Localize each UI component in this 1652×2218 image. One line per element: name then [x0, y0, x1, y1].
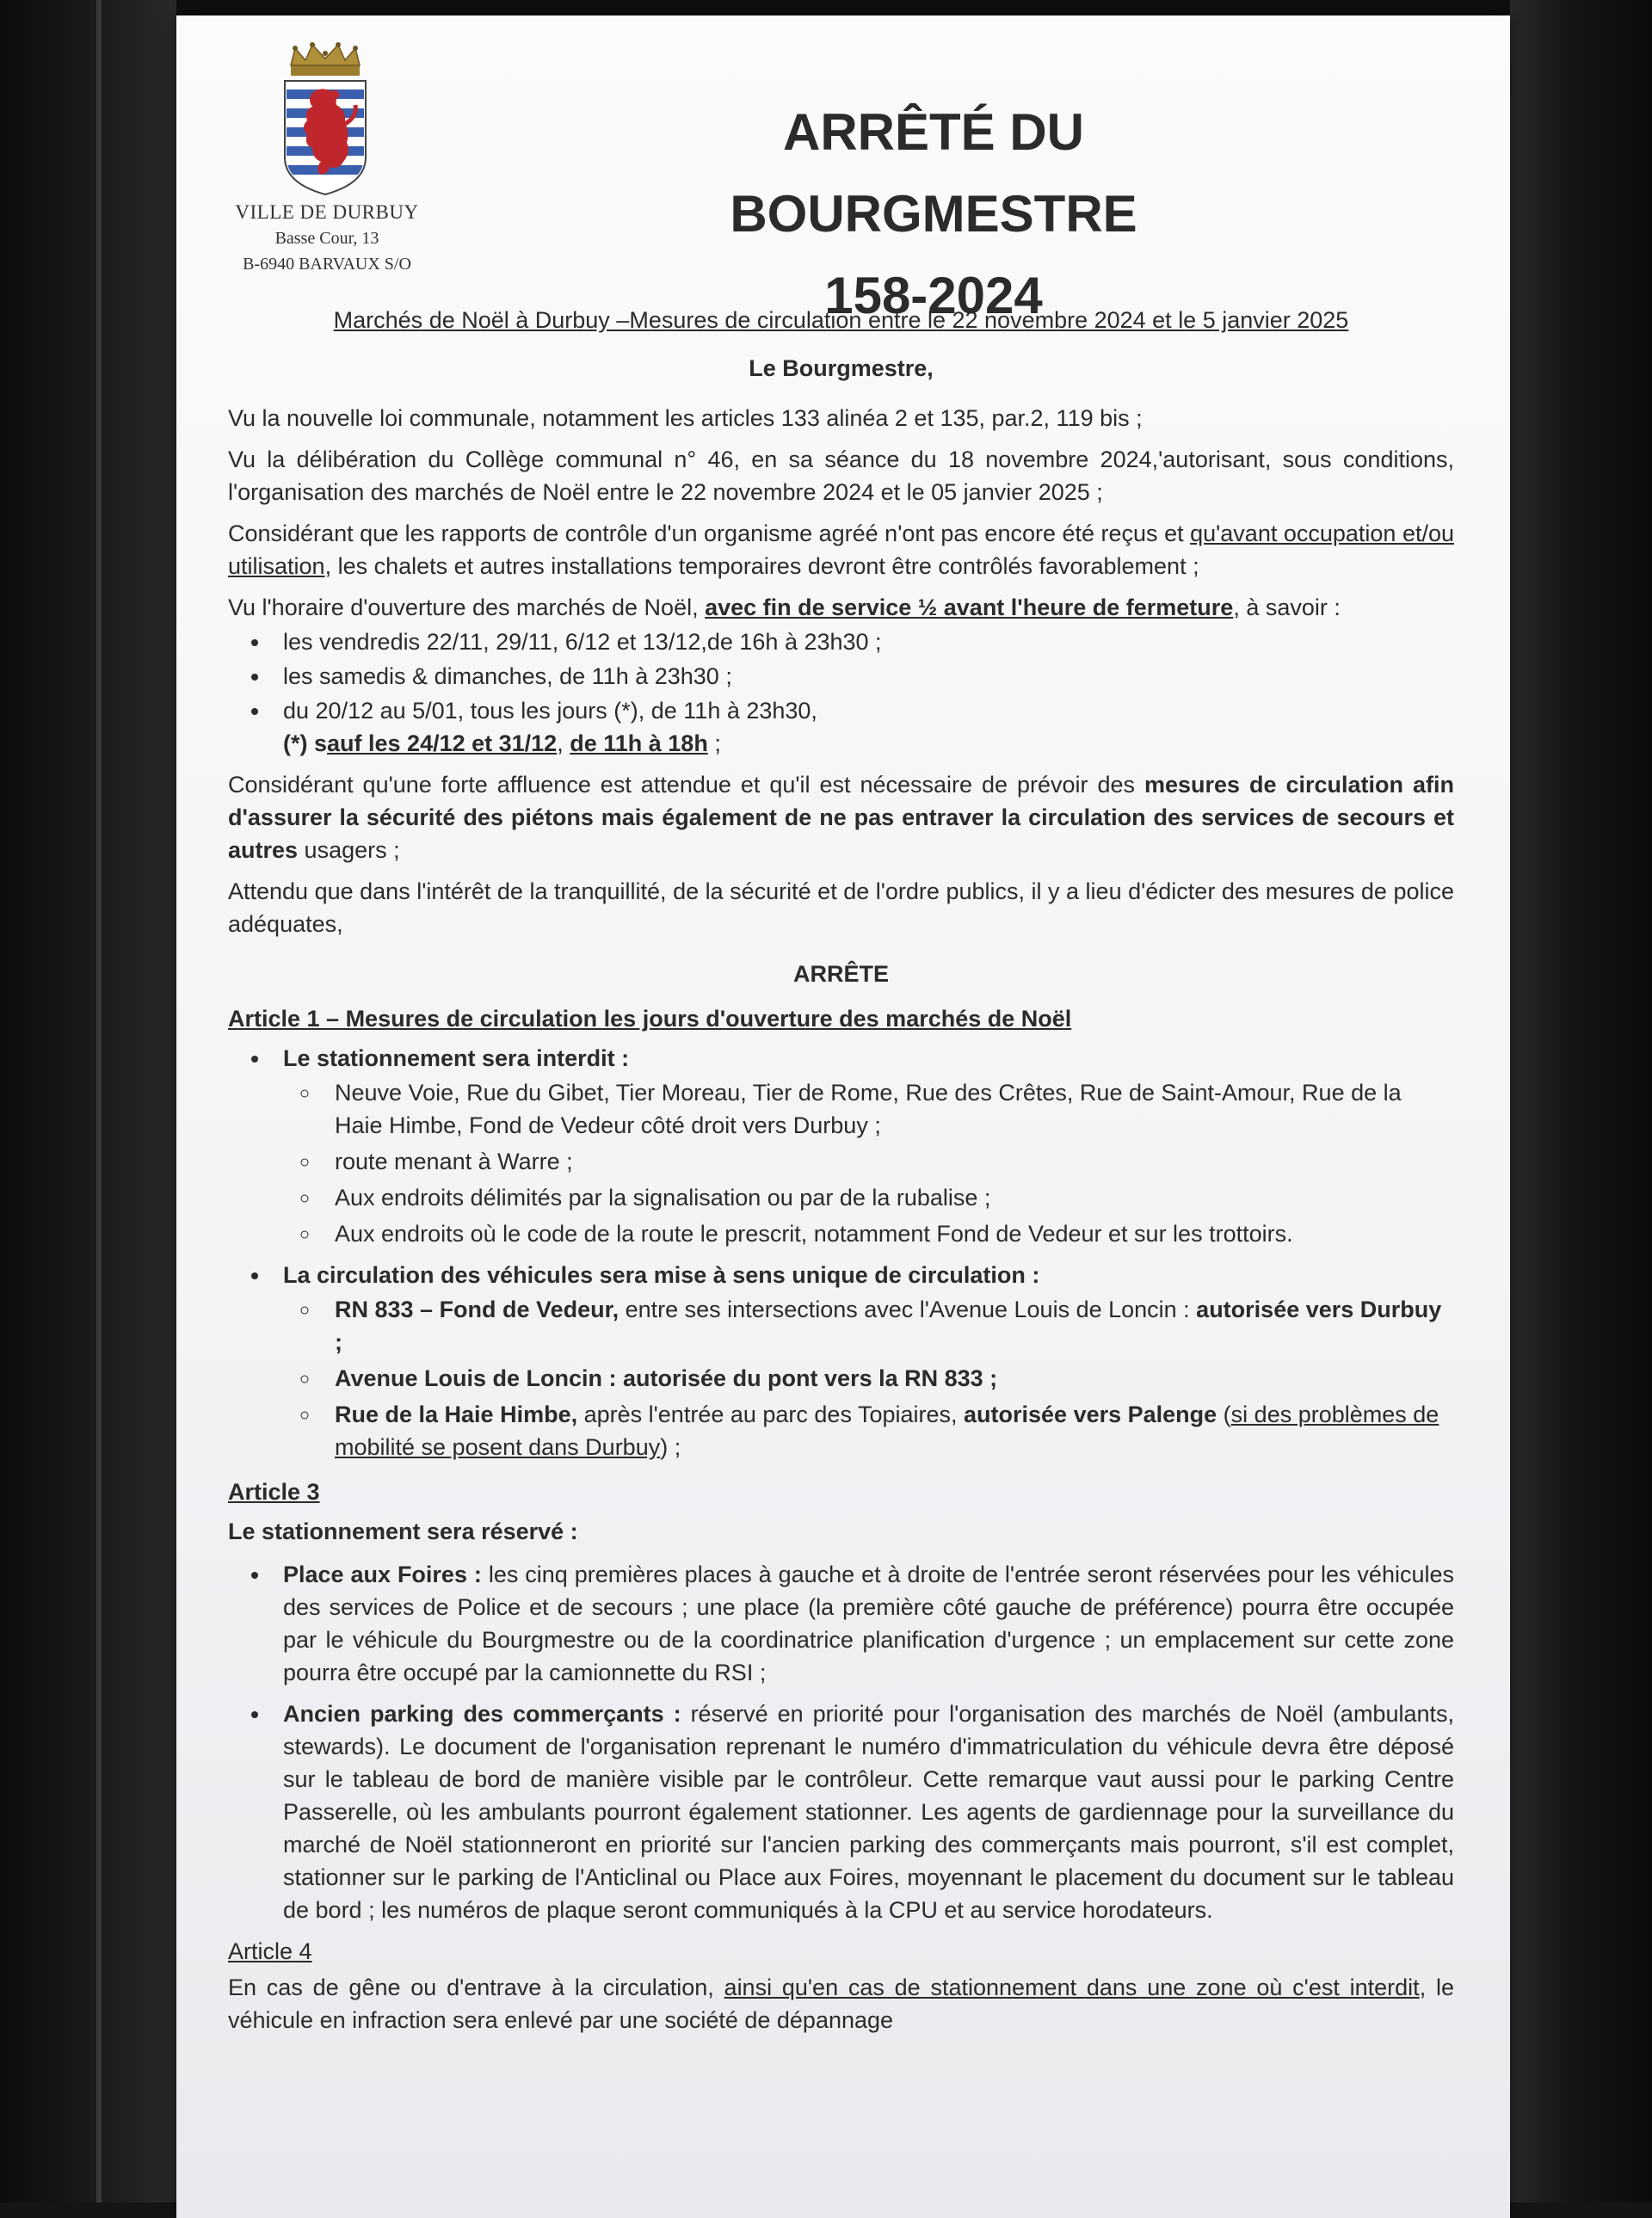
parking-ban-list — [283, 1076, 1454, 1250]
municipality-block — [219, 200, 435, 277]
list-item: • les samedis & dimanches, de 11h à 23h30 ; — [271, 660, 1454, 693]
preamble-paragraph: Vu la nouvelle loi communale, notamment les articles 133 alinéa 2 et 135, par.2, 119 bis ; — [228, 405, 1143, 431]
list-item: ◦ RN 833 – Fond de Vedeur, entre ses intersections avec l'Avenue Louis de Loncin : autorisée vers Durbuy ; — [321, 1293, 1454, 1359]
article-3-heading: Article 3 — [228, 1479, 320, 1505]
notice-title — [658, 91, 1209, 336]
photo-frame-right — [1510, 0, 1652, 2203]
preamble-paragraph: Vu l'horaire d'ouverture des marchés de Noël, avec fin de service ½ avant l'heure de fermeture, à savoir : — [228, 595, 1341, 620]
list-item: ◦ Rue de la Haie Himbe, après l'entrée au parc des Topiaires, autorisée vers Palenge (si des problèmes de mobilité se posent dans Durbuy) ; — [321, 1398, 1454, 1463]
decree-heading: ARRÊTE — [792, 961, 889, 987]
article-3-title: Le stationnement sera réservé : — [228, 1519, 578, 1544]
list-item: ◦ Aux endroits délimités par la signalisation ou par de la rubalise ; — [321, 1181, 1454, 1214]
list-item: ◦ Aux endroits où le code de la route le prescrit, notamment Fond de Vedeur et sur les trottoirs. — [321, 1217, 1454, 1250]
preamble-paragraph: Considérant que les rapports de contrôle d'un organisme agréé n'ont pas encore été reçus et qu'avant occupation et/ou utilisation, les chalets et autres installations temporaires devront être contrôlés favorablement ; — [228, 521, 1454, 579]
list-item: • Place aux Foires : les cinq premières places à gauche et à droite de l'entrée seront réservées pour les véhicules des services de Police et de secours ; une place (la première côté gauche de préférence) pourra être occupée par le véhicule du Bourgmestre ou de la coordinatrice planification d'urgence ; un emplacement sur cette zone pourra être occupé par la camionnette du RSI ; — [271, 1558, 1454, 1689]
preamble-paragraph: Considérant qu'une forte affluence est attendue et qu'il est nécessaire de prévoir des mesures de circulation afin d'assurer la sécurité des piétons mais également de ne pas entraver la circulation des services de secours et autres usagers ; — [228, 772, 1454, 863]
list-item: ◦ Avenue Louis de Loncin : autorisée du pont vers la RN 833 ; — [321, 1362, 1454, 1395]
list-item: • du 20/12 au 5/01, tous les jours (*), de 11h à 23h30, (*) sauf les 24/12 et 31/12, de 11h à 18h ; — [271, 694, 1454, 760]
photo-frame-left — [0, 0, 176, 2203]
title-line-2: 158-2024 — [824, 267, 1043, 324]
article-4-text: En cas de gêne ou d'entrave à la circulation, ainsi qu'en cas de stationnement dans une zone où c'est interdit, le véhicule en infraction sera enlevé par une société de dépannage — [228, 1975, 1454, 2033]
notice-subject: Marchés de Noël à Durbuy –Mesures de circulation entre le 22 novembre 2024 et le 5 janvier 2025 — [333, 307, 1349, 333]
list-item: • Ancien parking des commerçants : réservé en priorité pour l'organisation des marchés de Noël (ambulants, stewards). Le document de l'organisation reprenant le numéro d'immatriculation du véhicule devra être déposé sur le tableau de bord de manière visible par le contrôleur. Cette remarque vaut aussi pour le parking Centre Passerelle, où les ambulants pourront également stationner. Les agents de gardiennage pour la surveillance du marché de Noël stationneront en priorité sur l'ancien parking des commerçants mais pourront, s'il est complet, stationner sur le parking de l'Anticlinal ou Place aux Foires, moyennant le placement du document sur le tableau de bord ; les numéros de plaque seront communiqués à la CPU et au service horodateurs. — [271, 1697, 1454, 1926]
list-item: • Le stationnement sera interdit : ◦ Neuve Voie, Rue du Gibet, Tier Moreau, Tier de Rome, Rue des Crêtes, Rue de Saint-Amour, Rue de la Haie Himbe, Fond de Vedeur côté droit vers Durbuy ; ◦ route menant à Warre ; ◦ Aux endroits délimités par la signalisation ou par de la rubalise ; ◦ Aux endroits où le code de la route le prescrit, notamment Fond de Vedeur et sur les trottoirs. — [271, 1042, 1454, 1250]
list-item: ◦ route menant à Warre ; — [321, 1145, 1454, 1178]
title-line-1: ARRÊTÉ DU BOURGMESTRE — [730, 103, 1137, 243]
address-line-2: B-6940 BARVAUX S/O — [243, 255, 411, 274]
preamble-paragraph: Vu la délibération du Collège communal n° 46, en sa séance du 18 novembre 2024,'autorisant, sous conditions, l'organisation des marchés de Noël entre le 22 novembre 2024 et le 05 janvier 2025 ; — [228, 447, 1454, 505]
one-way-list — [283, 1293, 1454, 1463]
article-1-heading: Article 1 – Mesures de circulation les jours d'ouverture des marchés de Noël — [228, 1006, 1072, 1032]
address-line-1: Basse Cour, 13 — [274, 229, 379, 248]
salutation: Le Bourgmestre, — [749, 355, 934, 381]
schedule-list — [228, 625, 1454, 760]
preamble-paragraph: Attendu que dans l'intérêt de la tranquillité, de la sécurité et de l'ordre publics, il y a lieu d'édicter des mesures de police adéquates, — [228, 878, 1454, 937]
article-3-list — [228, 1558, 1454, 1926]
article-1-list — [228, 1042, 1454, 1463]
notice-paper — [176, 15, 1510, 2218]
list-item: • les vendredis 22/11, 29/11, 6/12 et 13/12,de 16h à 23h30 ; — [271, 625, 1454, 658]
photo-frame-top — [0, 0, 1652, 17]
list-item: • La circulation des véhicules sera mise à sens unique de circulation : ◦ RN 833 – Fond de Vedeur, entre ses intersections avec l'Avenue Louis de Loncin : autorisée vers Durbuy ; ◦ Avenue Louis de Loncin : autorisée du pont vers la RN 833 ; ◦ Rue de la Haie Himbe, après l'entrée au parc des Topiaires, autorisée vers Palenge (si des problèmes de mobilité se posent dans Durbuy) ; — [271, 1259, 1454, 1463]
notice-body — [228, 304, 1454, 2045]
article-4-heading: Article 4 — [228, 1938, 312, 1964]
schedule-exception-note: (*) sauf les 24/12 et 31/12, de 11h à 18h ; — [283, 730, 721, 756]
list-item: ◦ Neuve Voie, Rue du Gibet, Tier Moreau, Tier de Rome, Rue des Crêtes, Rue de Saint-Amour, Rue de la Haie Himbe, Fond de Vedeur côté droit vers Durbuy ; — [321, 1076, 1454, 1142]
durbuy-coat-of-arms-icon — [278, 41, 373, 213]
municipality-name: VILLE DE DURBUY — [235, 201, 419, 223]
